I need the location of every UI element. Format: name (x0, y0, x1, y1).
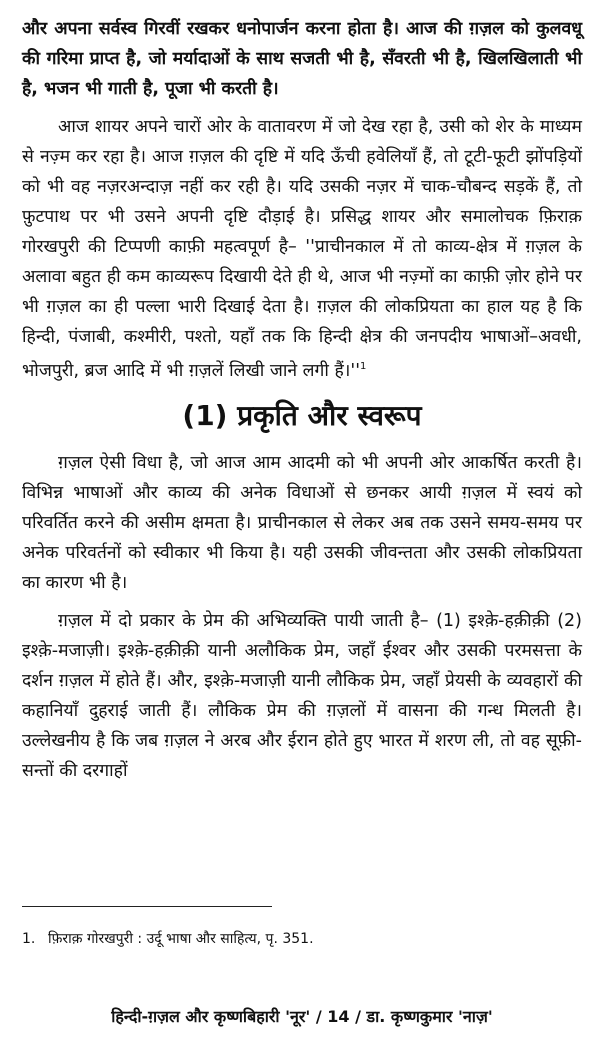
paragraph-shayar (22, 112, 582, 386)
paragraph-shayar-text: आज शायर अपने चारों ओर के वातावरण में जो देख रहा है, उसी को शेर के माध्यम से नज़्म कर रहा है। आज ग़ज़ल की दृष्टि में यदि ऊँची हवेलियाँ हैं, तो टूटी-फूटी झोंपड़ियों को भी वह नज़रअन्दाज़ नहीं कर रही है। यदि उसकी नज़र में चाक-चौबन्द सड़कें हैं, तो फ़ुटपाथ पर भी उसने अपनी दृष्टि दौड़ाई है। प्रसिद्ध शायर और समालोचक फ़िराक़ गोरखपुरी की टिप्पणी काफ़ी महत्वपूर्ण है– ''प्राचीनकाल में तो काव्य-क्षेत्र में ग़ज़ल के अलावा बहुत ही कम काव्यरूप दिखायी देते ही थे, आज भी नज़्मों का काफ़ी ज़ोर होने पर भी ग़ज़ल का ही पल्ला भारी दिखाई देता है। ग़ज़ल की लोकप्रियता का हाल यह है कि हिन्दी, पंजाबी, कश्मीरी, पश्तो, यहाँ तक कि हिन्दी क्षेत्र की जनपदीय भाषाओं–अवधी, भोजपुरी, ब्रज आदि में भी ग़ज़लें लिखी जाने लगी हैं।'' (22, 117, 582, 381)
footnote-divider (22, 906, 272, 907)
paragraph-vidha: ग़ज़ल ऐसी विधा है, जो आज आम आदमी को भी अपनी ओर आकर्षित करती है। विभिन्न भाषाओं और काव्य की अनेक विधाओं से छनकर आयी ग़ज़ल में स्वयं को परिवर्तित करने की असीम क्षमता है। प्राचीनकाल से लेकर अब तक उसने समय-समय पर अनेक परिवर्तनों को स्वीकार भी किया है। यही उसकी जीवन्तता और उसकी लोकप्रियता का कारण भी है। (22, 452, 582, 593)
paragraph-opening: और अपना सर्वस्व गिरवीं रखकर धनोपार्जन करना होता है। आज की ग़ज़ल को कुलवधू की गरिमा प्राप्त है, जो मर्यादाओं के साथ सजती भी है, सँवरती भी है, खिलखिलाती भी है, भजन भी गाती है, पूजा भी करती है। (22, 19, 582, 99)
paragraph-prem: ग़ज़ल में दो प्रकार के प्रेम की अभिव्यक्ति पायी जाती है– (1) इश्क़े-हक़ीक़ी (2) इश्क़े-मजाज़ी। इश्क़े-हक़ीक़ी यानी अलौकिक प्रेम, जहाँ ईश्वर और उसकी परमसत्ता के दर्शन ग़ज़ल में होते हैं। और, इश्क़े-मजाज़ी यानी लौकिक प्रेम, जहाँ प्रेयसी के व्यवहारों की कहानियाँ दुहराई जाती हैं। लौकिक प्रेम की ग़ज़लों में वासना की गन्ध मिलती है। उल्लेखनीय है कि जब ग़ज़ल ने अरब और ईरान होते हुए भारत में शरण ली, तो वह सूफ़ी-सन्तों की दरगाहों (22, 610, 582, 781)
section-heading: (1) प्रकृति और स्वरूप (182, 398, 422, 432)
footnote-number: 1. (22, 931, 36, 947)
page-footer: हिन्दी-ग़ज़ल और कृष्णबिहारी 'नूर' / 14 / डा. कृष्णकुमार 'नाज़' (111, 1007, 493, 1026)
footnote-text: फ़िराक़ गोरखपुरी : उर्दू भाषा और साहित्य, पृ. 351. (48, 931, 314, 947)
footnote-marker: 1 (360, 361, 367, 372)
footnote (22, 928, 582, 950)
